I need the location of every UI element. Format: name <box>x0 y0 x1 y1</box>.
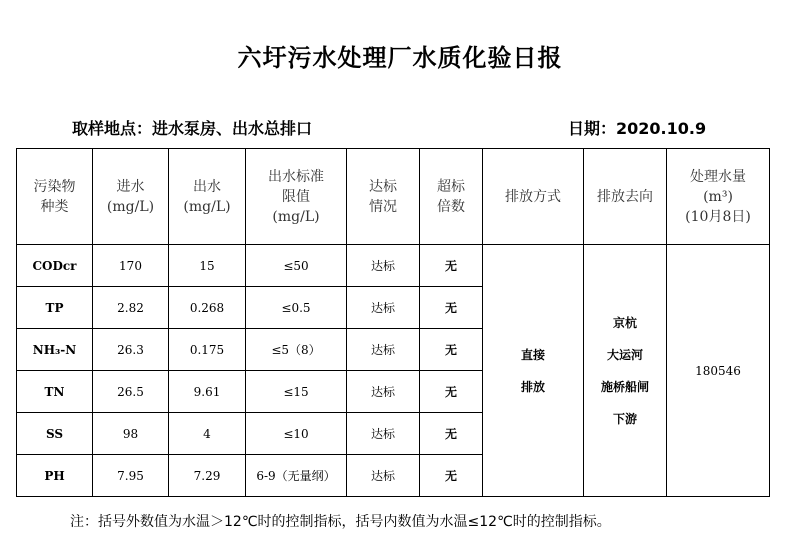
exceed-cell: 无 <box>420 413 483 455</box>
outflow-cell: 15 <box>169 245 246 287</box>
pollutant-cell: PH <box>17 455 93 497</box>
status-cell: 达标 <box>347 413 420 455</box>
exceed-cell: 无 <box>420 329 483 371</box>
pollutant-cell: TN <box>17 371 93 413</box>
header-method: 排放方式 <box>483 149 584 245</box>
header-status-line2: 情况 <box>369 198 397 215</box>
limit-cell: ≤50 <box>246 245 347 287</box>
header-pollutant-line1: 污染物 <box>33 178 76 195</box>
table-header-row <box>17 149 770 245</box>
header-volume-line3: (10月8日) <box>685 208 751 225</box>
inflow-cell: 26.5 <box>93 371 169 413</box>
pollutant-cell: SS <box>17 413 93 455</box>
inflow-cell: 98 <box>93 413 169 455</box>
outflow-cell: 4 <box>169 413 246 455</box>
header-inflow <box>93 149 169 245</box>
inflow-cell: 7.95 <box>93 455 169 497</box>
report-title: 六圩污水处理厂水质化验日报 <box>237 44 563 72</box>
inflow-cell: 170 <box>93 245 169 287</box>
pollutant-cell: TP <box>17 287 93 329</box>
limit-cell: ≤15 <box>246 371 347 413</box>
header-limit-line2: 限值 <box>282 188 310 205</box>
header-outflow <box>169 149 246 245</box>
outflow-cell: 9.61 <box>169 371 246 413</box>
header-destination: 排放去向 <box>584 149 667 245</box>
inflow-cell: 2.82 <box>93 287 169 329</box>
destination-line1: 京杭 <box>612 315 637 330</box>
destination-line4: 下游 <box>612 411 637 426</box>
limit-cell: ≤5（8） <box>246 329 347 371</box>
exceed-cell: 无 <box>420 287 483 329</box>
header-status <box>347 149 420 245</box>
discharge-method-cell <box>483 245 584 497</box>
treated-volume-cell: 180546 <box>667 245 770 497</box>
header-limit-line1: 出水标准 <box>268 168 324 185</box>
status-cell: 达标 <box>347 329 420 371</box>
pollutant-cell: CODcr <box>17 245 93 287</box>
pollutant-cell: NH₃-N <box>17 329 93 371</box>
header-pollutant-line2: 种类 <box>40 198 69 215</box>
limit-cell: ≤0.5 <box>246 287 347 329</box>
header-inflow-line2: (mg/L) <box>106 198 155 215</box>
header-outflow-line1: 出水 <box>193 178 221 195</box>
status-cell: 达标 <box>347 455 420 497</box>
exceed-cell: 无 <box>420 455 483 497</box>
method-line2: 排放 <box>520 379 545 394</box>
exceed-cell: 无 <box>420 245 483 287</box>
header-exceed-line1: 超标 <box>437 178 465 195</box>
header-limit-line3: (mg/L) <box>272 208 320 225</box>
destination-line3: 施桥船闸 <box>600 379 649 394</box>
outflow-cell: 7.29 <box>169 455 246 497</box>
limit-cell: 6-9（无量纲） <box>246 455 347 497</box>
header-outflow-line2: (mg/L) <box>183 198 231 215</box>
footnote: 注：括号外数值为水温＞12℃时的控制指标，括号内数值为水温≤12℃时的控制指标。 <box>70 514 611 530</box>
water-quality-table <box>16 148 770 497</box>
status-cell: 达标 <box>347 245 420 287</box>
discharge-destination-cell <box>584 245 667 497</box>
table-row <box>17 245 770 287</box>
header-status-line1: 达标 <box>369 178 397 195</box>
method-line1: 直接 <box>520 347 545 362</box>
header-volume-line2: (m³) <box>703 188 733 205</box>
header-inflow-line1: 进水 <box>116 178 145 195</box>
outflow-cell: 0.175 <box>169 329 246 371</box>
header-exceed-line2: 倍数 <box>437 198 465 215</box>
status-cell: 达标 <box>347 287 420 329</box>
header-volume <box>667 149 770 245</box>
header-exceed <box>420 149 483 245</box>
destination-line2: 大运河 <box>606 347 643 362</box>
header-volume-line1: 处理水量 <box>690 168 746 185</box>
sampling-location: 取样地点：进水泵房、出水总排口 <box>72 119 313 138</box>
status-cell: 达标 <box>347 371 420 413</box>
limit-cell: ≤10 <box>246 413 347 455</box>
inflow-cell: 26.3 <box>93 329 169 371</box>
header-pollutant <box>17 149 93 245</box>
header-limit <box>246 149 347 245</box>
report-date: 日期：2020.10.9 <box>568 119 707 138</box>
outflow-cell: 0.268 <box>169 287 246 329</box>
exceed-cell: 无 <box>420 371 483 413</box>
